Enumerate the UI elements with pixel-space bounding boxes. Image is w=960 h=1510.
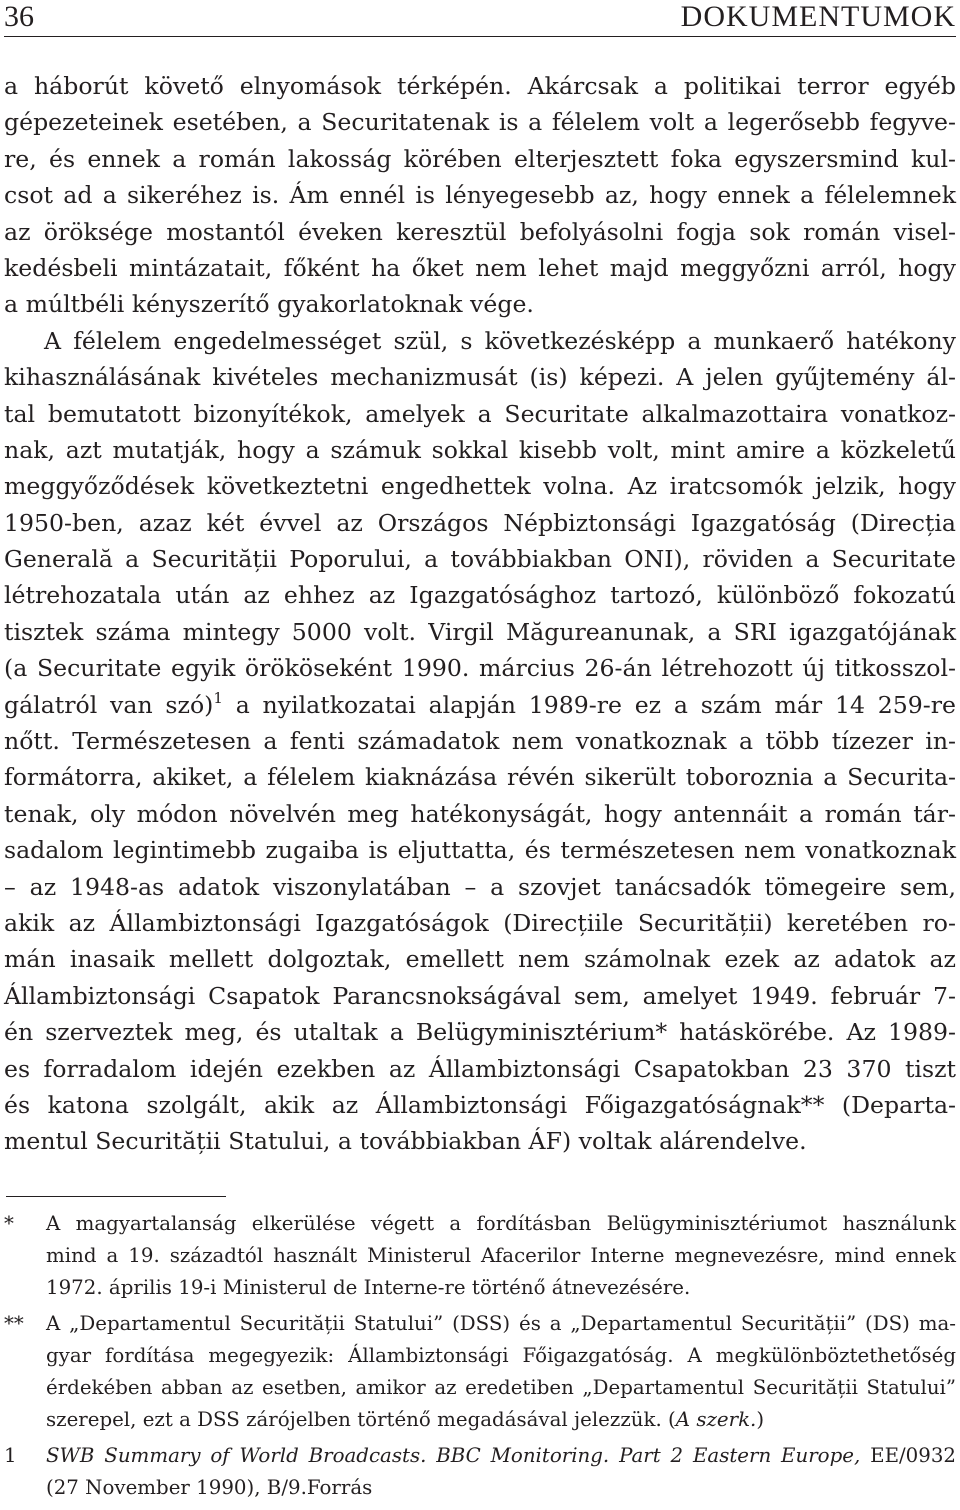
footnote-double-asterisk bbox=[4, 1308, 956, 1436]
footnote-marker: * bbox=[4, 1212, 14, 1235]
footnote-line: gyar fordítása megegyezik: Állambiztonsági Főigazgatóság. A megkülönböztethetőség bbox=[46, 1344, 956, 1367]
text-line: mán inasaik mellett dolgoztak, emellett nem számolnak ezek az adatok az bbox=[4, 945, 956, 974]
text-line: tenak, oly módon növelvén meg hatékonyságát, hogy antennáit a román tár- bbox=[4, 799, 956, 828]
footnote-1 bbox=[4, 1440, 956, 1504]
text-line: én szerveztek meg, és utaltak a Belügyminisztérium* hatáskörébe. Az 1989- bbox=[4, 1018, 956, 1047]
editor-mark: A szerk. bbox=[675, 1408, 757, 1431]
footnote-citation: SWB Summary of World Broadcasts. BBC Monitoring. Part 2 Eastern Europe, bbox=[46, 1444, 861, 1467]
footnote-marker: ** bbox=[4, 1312, 24, 1335]
text-line: létrehozatala után az ehhez az Igazgatósághoz tartozó, különböző fokozatú bbox=[4, 581, 956, 610]
footnote-line: szerepel, ezt a DSS zárójelben történő megadásával jelezzük. (A szerk.) bbox=[46, 1408, 765, 1431]
text-line: (a Securitate egyik örököseként 1990. március 26-án létrehozott új titkosszol- bbox=[4, 654, 956, 683]
body-text bbox=[4, 68, 956, 1160]
footnote-line: 1972. április 19-i Ministerul de Interne-re történő átnevezésére. bbox=[46, 1276, 691, 1299]
footnote-line: A magyartalanság elkerülése végett a fordításban Belügyminisztériumot használunk bbox=[46, 1212, 956, 1235]
text-line: sadalom legintimebb zugaiba is eljuttatta, és természetesen nem vonatkoznak bbox=[4, 836, 956, 865]
text-fragment: gálatról van szó) bbox=[4, 690, 214, 719]
footnote-line: mind a 19. századtól használt Ministerul Afacerilor Interne megnevezésre, mind ennek bbox=[46, 1244, 956, 1267]
footnote-divider bbox=[6, 1196, 226, 1197]
footnote-line: érdekében abban az esetben, amikor az eredetiben „Departamentul Securității Statului” bbox=[46, 1376, 956, 1399]
text-line: – az 1948-as adatok viszonylatában – a szovjet tanácsadók tömegeire sem, bbox=[4, 872, 956, 901]
text-line: 1950-ben, azaz két évvel az Országos Népbiztonsági Igazgatóság (Direcția bbox=[4, 508, 956, 537]
footnote-line: (27 November 1990), B/9.Forrás bbox=[46, 1476, 373, 1499]
text-line: A félelem engedelmességet szül, s következésképp a munkaerő hatékony bbox=[44, 326, 956, 355]
text-line: es forradalom idején ezekben az Állambiztonsági Csapatokban 23 370 tiszt bbox=[4, 1054, 956, 1083]
footnote-line bbox=[46, 1440, 956, 1472]
text-line: nak, azt mutatják, hogy a számuk sokkal kisebb volt, mint amire a közkeletű bbox=[4, 435, 956, 464]
text-line: az öröksége mostantól éveken keresztül befolyásolni fogja sok román visel- bbox=[4, 217, 956, 246]
text-fragment: a nyilatkozatai alapján 1989-re ez a szám már 14 259-re bbox=[235, 690, 956, 719]
text-line: csot ad a sikeréhez is. Ám ennél is lényegesebb az, hogy ennek a félelemnek bbox=[4, 181, 956, 210]
text-line: mentul Securității Statului, a továbbiakban ÁF) voltak alárendelve. bbox=[4, 1127, 807, 1156]
text-line: és katona szolgált, akik az Állambiztonsági Főigazgatóságnak** (Departa- bbox=[4, 1090, 956, 1119]
page-header bbox=[4, 0, 956, 37]
text-line: re, és ennek a román lakosság körében elterjesztett foka egyszersmind kul- bbox=[4, 144, 956, 173]
footnote-marker: 1 bbox=[4, 1444, 17, 1467]
text-line: meggyőződések következtetni engedhettek volna. Az iratcsomók jelzik, hogy bbox=[4, 472, 956, 501]
text-line: nőtt. Természetesen a fenti számadatok nem vonatkoznak a több tízezer in- bbox=[4, 727, 956, 756]
footnote-citation-code: EE/0932 bbox=[870, 1444, 957, 1467]
footnote-line: A „Departamentul Securității Statului” (DSS) és a „Departamentul Securității” (DS) ma- bbox=[46, 1312, 956, 1335]
text-line: Állambiztonsági Csapatok Parancsnokságával sem, amelyet 1949. február 7- bbox=[4, 981, 956, 1010]
footnotes bbox=[4, 1208, 956, 1508]
text-line: tisztek száma mintegy 5000 volt. Virgil Măgureanunak, a SRI igazgatójának bbox=[4, 617, 956, 646]
text-line: tal bemutatott bizonyítékok, amelyek a Securitate alkalmazottaira vonatkoz- bbox=[4, 399, 956, 428]
text-line: kedésbeli mintázatait, főként ha őket nem lehet majd meggyőzni arról, hogy bbox=[4, 253, 956, 282]
footnote-asterisk bbox=[4, 1208, 956, 1304]
footnote-ref: 1 bbox=[213, 688, 223, 707]
text-line: Generală a Securității Poporului, a továbbiakban ONI), röviden a Securitate bbox=[4, 545, 956, 574]
text-line: akik az Állambiztonsági Igazgatóságok (Direcțiile Securității) keretében ro- bbox=[4, 908, 956, 937]
text-line: a háborút követő elnyomások térképén. Akárcsak a politikai terror egyéb bbox=[4, 72, 956, 100]
running-head: DOKUMENTUMOK bbox=[680, 0, 956, 33]
text-line-with-footnote-ref bbox=[4, 687, 956, 723]
text-line: a múltbéli kényszerítő gyakorlatoknak vége. bbox=[4, 290, 534, 319]
text-line: gépezeteinek esetében, a Securitatenak is a félelem volt a legerősebb fegyve- bbox=[4, 108, 956, 137]
text-line: kihasználásának kivételes mechanizmusát (is) képezi. A jelen gyűjtemény ál- bbox=[4, 363, 956, 392]
text-line: formátorra, akiket, a félelem kiaknázása révén sikerült toboroznia a Securita- bbox=[4, 763, 956, 792]
page-number: 36 bbox=[4, 0, 34, 33]
